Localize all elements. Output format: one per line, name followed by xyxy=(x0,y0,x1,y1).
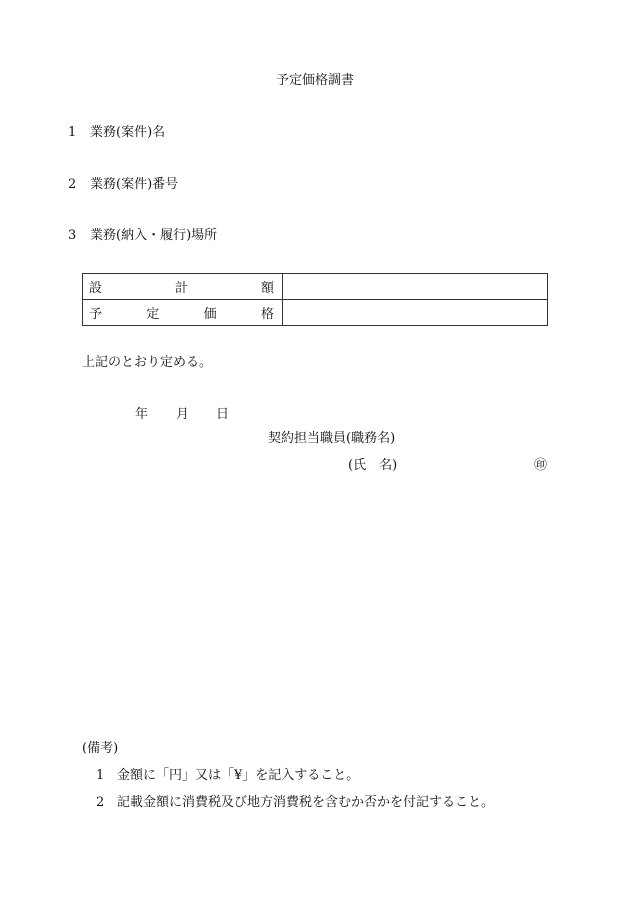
note-2-text: 記載金額に消費税及び地方消費税を含むか否かを付記すること。 xyxy=(117,795,495,810)
estimated-price-char: 定 xyxy=(146,307,160,322)
design-amount-value xyxy=(283,274,548,300)
item-2-number: 2 xyxy=(68,177,77,192)
date-day-label: 日 xyxy=(216,407,230,422)
estimated-price-char: 価 xyxy=(203,307,217,322)
item-2-label: 業務(案件)番号 xyxy=(90,177,179,192)
design-amount-char: 計 xyxy=(174,281,188,296)
estimated-price-row xyxy=(83,300,548,326)
item-3-label: 業務(納入・履行)場所 xyxy=(90,228,218,243)
design-amount-label xyxy=(83,274,283,300)
estimated-price-char: 格 xyxy=(260,307,274,322)
note-2-number: 2 xyxy=(96,795,105,810)
notes-header: (備考) xyxy=(82,741,119,756)
item-1-label: 業務(案件)名 xyxy=(90,125,166,140)
estimated-price-label xyxy=(83,300,283,326)
officer-title: 契約担当職員(職務名) xyxy=(268,431,396,446)
item-3-number: 3 xyxy=(68,228,77,243)
design-amount-char: 額 xyxy=(260,281,274,296)
officer-name-label: (氏 名) xyxy=(348,458,398,473)
date-year-label: 年 xyxy=(135,407,149,422)
design-amount-char: 設 xyxy=(89,281,103,296)
seal-mark: ㊞ xyxy=(534,458,548,473)
decided-statement: 上記のとおり定める。 xyxy=(82,355,213,370)
document-title: 予定価格調書 xyxy=(275,73,354,88)
design-amount-row xyxy=(83,274,548,300)
date-month-label: 月 xyxy=(176,407,190,422)
price-table xyxy=(82,273,548,326)
estimated-price-char: 予 xyxy=(89,307,103,322)
item-1-number: 1 xyxy=(68,125,77,140)
estimated-price-value xyxy=(283,300,548,326)
note-1-number: 1 xyxy=(96,768,105,783)
note-1-text: 金額に「円」又は「¥」を記入すること。 xyxy=(117,768,360,783)
